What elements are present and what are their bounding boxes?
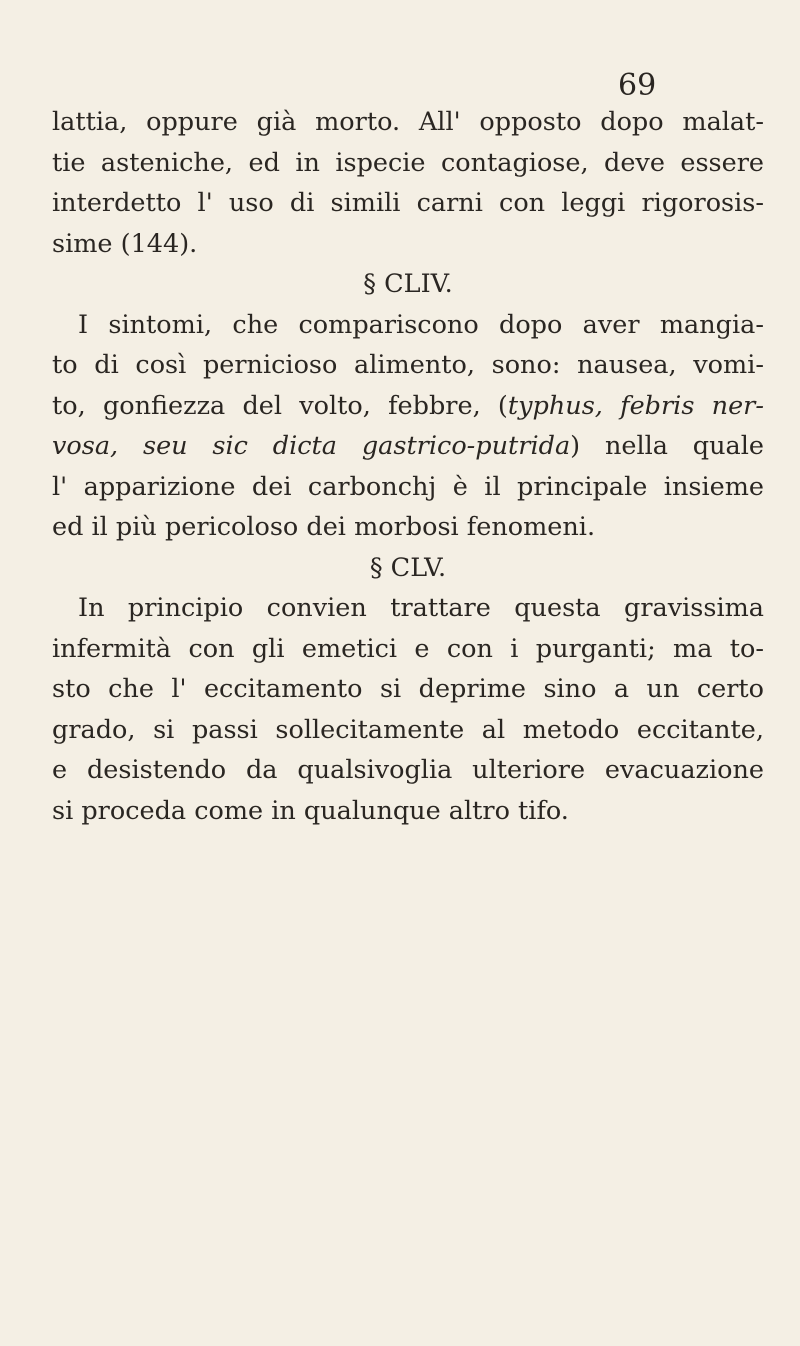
- text-line: ed il più pericoloso dei morbosi fenomeni.: [52, 512, 596, 542]
- text-line: In principio convien trattare questa gravissima: [78, 593, 764, 623]
- text-body: [52, 102, 764, 831]
- text-line: I sintomi, che compariscono dopo aver mangia-: [78, 309, 764, 340]
- text-line: tie asteniche, ed in ispecie contagiose, deve essere: [52, 147, 764, 178]
- text-line: [52, 386, 764, 427]
- text-line: sto che l' eccitamento si deprime sino a un certo: [52, 674, 764, 704]
- page-number: 69: [618, 68, 657, 103]
- text-line: l' apparizione dei carbonchj è il principale insieme: [52, 471, 764, 502]
- text-line: e desistendo da qualsivoglia ulteriore evacuazione: [52, 755, 764, 785]
- text-line: [52, 426, 764, 467]
- text-line: infermità con gli emetici e con i purganti; ma to-: [52, 633, 764, 664]
- text-line: si proceda come in qualunque altro tifo.: [52, 795, 569, 826]
- text-line: interdetto l' uso di simili carni con leggi rigorosis-: [52, 188, 764, 218]
- section-heading: § CLIV.: [363, 269, 453, 299]
- text-line: grado, si passi sollecitamente al metodo eccitante,: [52, 714, 764, 745]
- text-fragment: ) nella quale: [570, 431, 764, 461]
- latin-term: vosa, seu sic dicta gastrico-putrida: [52, 431, 571, 461]
- text-line: lattia, oppure già morto. All' opposto dopo malat-: [52, 107, 764, 137]
- text-line: to di così pernicioso alimento, sono: nausea, vomi-: [52, 350, 764, 380]
- text-line: sime (144).: [52, 228, 198, 259]
- section-heading: § CLV.: [369, 552, 447, 583]
- latin-term: typhus, febris ner-: [507, 390, 764, 421]
- text-fragment: to, gonfiezza del volto, febbre, (: [52, 390, 508, 421]
